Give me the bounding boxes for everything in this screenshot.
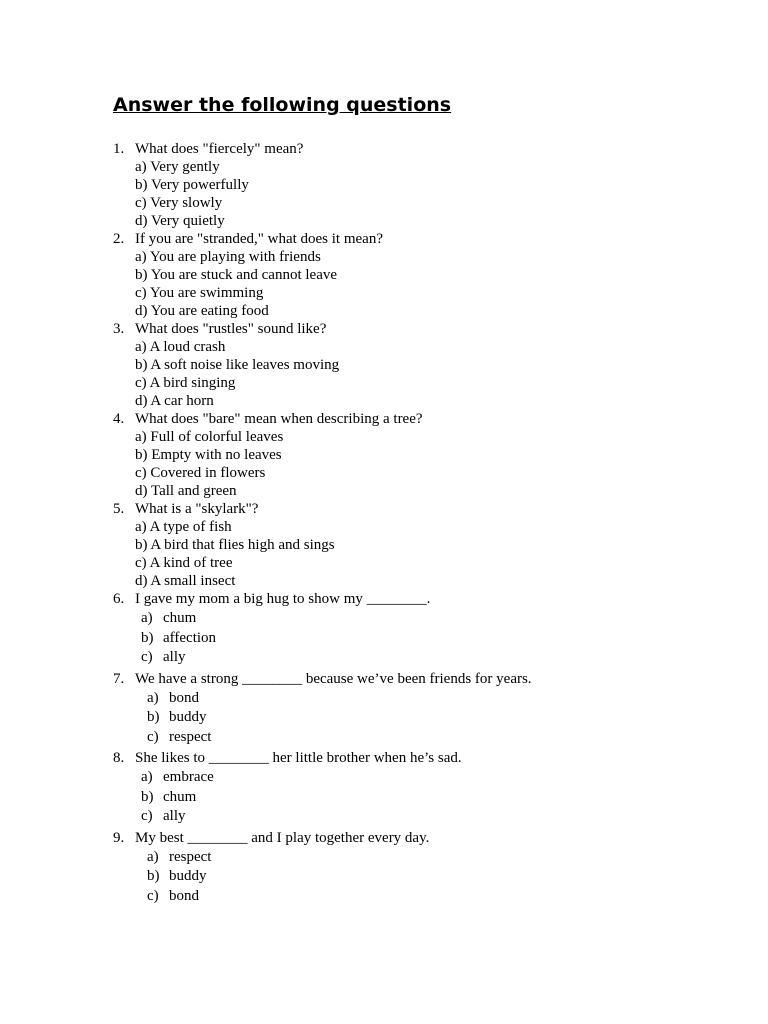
choice-letter: c) bbox=[141, 649, 153, 665]
question-number: 5. bbox=[113, 501, 125, 517]
question-7 bbox=[113, 670, 753, 688]
question-number: 3. bbox=[113, 321, 125, 337]
option: d) A car horn bbox=[135, 393, 214, 409]
question-4 bbox=[113, 410, 753, 428]
option: c) A kind of tree bbox=[135, 555, 233, 571]
question-number: 4. bbox=[113, 411, 125, 427]
choice-word: chum bbox=[163, 610, 197, 626]
choice bbox=[113, 689, 753, 709]
choice bbox=[113, 768, 753, 788]
choice bbox=[113, 708, 753, 728]
option: a) A loud crash bbox=[135, 339, 226, 355]
option: a) You are playing with friends bbox=[135, 249, 321, 265]
question-number: 8. bbox=[113, 750, 125, 766]
choice bbox=[113, 648, 753, 668]
choice-word: chum bbox=[163, 788, 197, 805]
question-text: What does "fiercely" mean? bbox=[135, 141, 304, 157]
option: d) Tall and green bbox=[135, 483, 237, 499]
choice-letter: c) bbox=[141, 808, 153, 824]
question-text: What is a "skylark"? bbox=[135, 501, 259, 517]
option: c) A bird singing bbox=[135, 375, 236, 391]
option: a) A type of fish bbox=[135, 519, 232, 535]
choice-letter: a) bbox=[141, 769, 153, 785]
page-title: Answer the following questions bbox=[113, 94, 452, 116]
choice-word: buddy bbox=[169, 868, 207, 884]
choice bbox=[113, 848, 753, 868]
question-number: 1. bbox=[113, 141, 125, 157]
choice-letter: c) bbox=[147, 728, 159, 745]
question-text: If you are "stranded," what does it mean? bbox=[135, 231, 383, 247]
question-6 bbox=[113, 590, 753, 608]
question-number: 2. bbox=[113, 231, 125, 247]
question-2 bbox=[113, 230, 753, 248]
choice bbox=[113, 629, 753, 649]
option: b) A bird that flies high and sings bbox=[135, 537, 335, 553]
option: a) Very gently bbox=[135, 159, 220, 175]
question-1 bbox=[113, 140, 753, 158]
choice-word: respect bbox=[169, 728, 212, 745]
choice bbox=[113, 807, 753, 827]
question-text: My best ________ and I play together every day. bbox=[135, 829, 430, 846]
question-text: She likes to ________ her little brother when he’s sad. bbox=[135, 750, 462, 766]
choice-word: affection bbox=[163, 629, 217, 646]
question-number: 9. bbox=[113, 829, 125, 846]
choice-letter: a) bbox=[147, 848, 159, 865]
choice-letter: b) bbox=[147, 709, 160, 725]
option: b) Empty with no leaves bbox=[135, 447, 282, 463]
option: d) Very quietly bbox=[135, 213, 225, 229]
question-text: I gave my mom a big hug to show my ________. bbox=[135, 591, 431, 607]
choice-letter: b) bbox=[141, 788, 154, 805]
option: c) Very slowly bbox=[135, 195, 223, 211]
choice-letter: b) bbox=[147, 868, 160, 884]
choice bbox=[113, 887, 753, 907]
option: a) Full of colorful leaves bbox=[135, 429, 284, 445]
choice bbox=[113, 867, 753, 887]
choice bbox=[113, 788, 753, 808]
choice-word: embrace bbox=[163, 769, 214, 785]
choice-letter: c) bbox=[147, 887, 159, 904]
choice-word: buddy bbox=[169, 709, 207, 725]
choice-letter: a) bbox=[147, 689, 159, 706]
question-8 bbox=[113, 749, 753, 767]
choice-word: respect bbox=[169, 848, 212, 865]
option: b) A soft noise like leaves moving bbox=[135, 357, 340, 373]
choice-letter: b) bbox=[141, 629, 154, 646]
question-list bbox=[113, 140, 753, 906]
choice-letter: a) bbox=[141, 610, 153, 626]
question-number: 6. bbox=[113, 591, 125, 607]
choice bbox=[113, 609, 753, 629]
option: d) You are eating food bbox=[135, 303, 269, 319]
question-text: We have a strong ________ because we’ve been friends for years. bbox=[135, 670, 532, 687]
choice-word: bond bbox=[169, 887, 199, 904]
choice-word: ally bbox=[163, 649, 186, 665]
question-9 bbox=[113, 829, 753, 847]
option: b) Very powerfully bbox=[135, 177, 249, 193]
choice-word: ally bbox=[163, 808, 186, 824]
choice bbox=[113, 728, 753, 748]
question-text: What does "bare" mean when describing a tree? bbox=[135, 411, 423, 427]
option: c) You are swimming bbox=[135, 285, 264, 301]
question-number: 7. bbox=[113, 670, 125, 687]
option: d) A small insect bbox=[135, 573, 236, 589]
question-3 bbox=[113, 320, 753, 338]
option: c) Covered in flowers bbox=[135, 465, 266, 481]
question-5 bbox=[113, 500, 753, 518]
choice-word: bond bbox=[169, 689, 199, 706]
question-text: What does "rustles" sound like? bbox=[135, 321, 327, 337]
option: b) You are stuck and cannot leave bbox=[135, 267, 338, 283]
